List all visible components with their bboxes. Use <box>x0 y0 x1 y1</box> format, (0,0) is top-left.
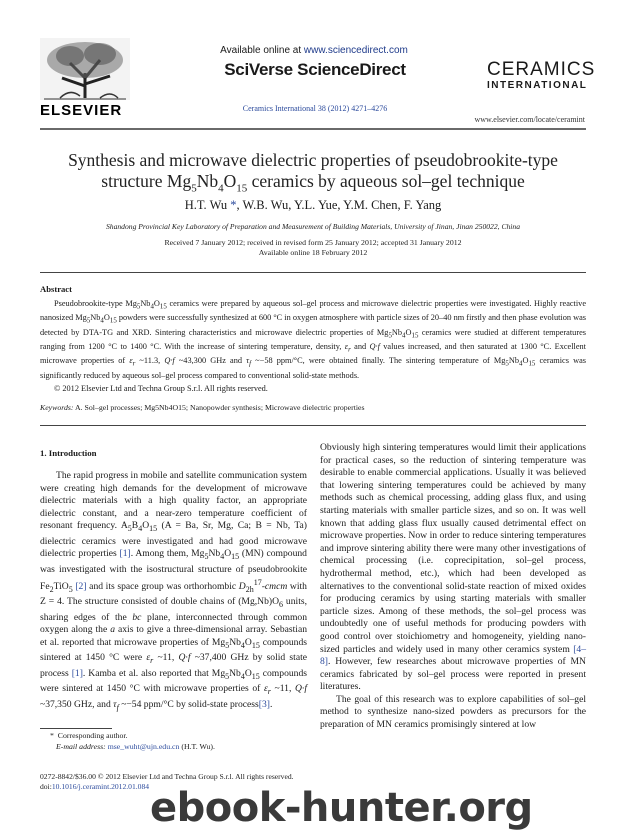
author-list: H.T. Wu *, W.B. Wu, Y.L. Yue, Y.M. Chen, F. Yang <box>184 198 442 212</box>
keywords: Keywords: A. Sol–gel processes; Mg5Nb4O15; Nanopowder synthesis; Microwave dielectric properties <box>40 403 365 412</box>
journal-url-link[interactable]: www.elsevier.com/locate/ceramint <box>474 115 585 124</box>
citation-link[interactable]: [1] <box>71 667 83 679</box>
email-link[interactable]: mse_wuht@ujn.edu.cn <box>107 742 180 751</box>
online-date: Available online 18 February 2012 <box>258 248 368 257</box>
received-dates: Received 7 January 2012; received in revised form 25 January 2012; accepted 31 January 2012 <box>164 238 462 247</box>
doi-link[interactable]: 10.1016/j.ceramint.2012.01.084 <box>51 782 150 791</box>
abstract-body: Pseudobrookite-type $Mg_5Nb_4O_{15}$ ceramics were prepared by aqueous sol–gel process and microwave dielectric properties were investigated. Highly reactive nanosized $Mg_5Nb_4O_{15}$ powders were successfully synthesized at 600 °C in oxygen atmosphere with particle sizes of 20–40 nm firstly and then phase evolution was detected by DTA-TG and XRD. Sintering characteristics and microwave dielectric properties of $Mg_5Nb_4O_{15}$ ceramics were studied at different temperatures ranging from 1200 °C to 1400 °C. With the increase of sintering temperature, density, $\varepsilon_r$ and Q·f values increased, and then saturated at 1300 °C. Excellent microwave properties of $\varepsilon_r$ ~11.3, Q·f ~43,300 GHz and $\tau_f$ ~−58 ppm/°C, were obtained finally. The sintering temperature of $Mg_5Nb_4O_{15}$ ceramics was significantly reduced by aqueous sol–gel process compared to conventional solid-state methods. <box>40 299 587 380</box>
publisher-name: ELSEVIER <box>40 102 123 119</box>
corresponding-star[interactable]: * <box>227 198 237 212</box>
email-note: E-mail address: mse_wuht@ujn.edu.cn (H.T. Wu). <box>56 742 215 751</box>
citation-link[interactable]: [3] <box>258 698 270 710</box>
journal-logo-line1: CERAMICS <box>487 59 596 80</box>
footnote-divider <box>40 728 112 729</box>
right-column-text: Obviously high sintering temperatures would limit their applications for practical cases, so the reduction of sintering temperature was desirable to enable commercial applications. Usually it was believed that lowering sintering temperatures could be achieved by many methods such as chemical processing, adding glass flux, and using starting materials with smaller particle sizes, and so on. It was well known that adding glass flux usually caused detrimental effect on microwave properties. Now in order to reduce sintering temperatures and improve sintering ability there were many other investigations of chemical processing (i.e. coprecipitation, sol–gel process, hydrothermal method, etc.), which had been developed as alternatives to the conventional solid-state reaction of mixed oxides for producing ceramics by using starting materials with smaller particle sizes. Among of these methods, the sol–gel process was undoubtedly one of useful methods for producing powders with good control over stoichiometry and homogeneity, yielding nano-sized particles and widely used in many other ceramics system [4–8]. However, few researches about microwave properties of MN ceramics fabricated by sol–gel process were reported in present literatures. The goal of this research was to explore capabilities of sol–gel method to synthesize nano-sized powders as precursors for the preparation of MN ceramics promisingly sintered at low <box>320 442 586 731</box>
left-column-text: The rapid progress in mobile and satellite communication system were creating high demands for the development of microwave dielectric materials with a high quality factor, an appropriate dielectric constant, and a near-zero temperature coefficient of resonant frequency. $A_5B_4O_{15}$ (A = Ba, Sr, Mg, Ca; B = Nb, Ta) dielectric ceramics were investigated and had good microwave dielectric properties [1]. Among them, $Mg_5Nb_4O_{15}$ (MN) compound was investigated with the isostructural structure of pseudobrookite $Fe_2TiO_5$ [2] and its space group was orthorhombic $D_{2h}^{17}$-cmcm with Z = 4. The structure consisted of double chains of $(Mg,Nb)O_6$ units, sharing edges of the bc plane, interconnected through common oxygen along the a axis to give a three-dimensional array. Sebastian et al. reported that microwave properties of $Mg_5Nb_4O_{15}$ compounds sintered at 1450 °C were $\varepsilon_r$ ~11, Q·f ~37,400 GHz by solid state process [1]. Kamba et al. also reported that $Mg_5Nb_4O_{15}$ compounds were sintered at 1450 °C with microwave properties of $\varepsilon_r$ ~11, Q·f ~37,350 GHz, and $\tau_f$ ~−54 ppm/°C by solid-state process[3]. <box>40 470 308 712</box>
article-title: Synthesis and microwave dielectric properties of pseudobrookite-type structure $Mg_5Nb_4O_{15}$ ceramics by aqueous sol–gel technique <box>68 150 558 195</box>
copyright-line: © 2012 Elsevier Ltd and Techna Group S.r.l. All rights reserved. <box>54 384 268 393</box>
header-divider <box>40 128 586 130</box>
doi-line: doi:10.1016/j.ceramint.2012.01.084 <box>40 782 150 791</box>
platform-name: SciVerse ScienceDirect <box>224 60 406 79</box>
available-online: Available online at www.sciencedirect.com <box>220 45 408 56</box>
corresponding-author-note: * Corresponding author. <box>50 731 128 740</box>
abstract-divider <box>40 425 586 426</box>
affiliation: Shandong Provincial Key Laboratory of Preparation and Measurement of Building Materials, University of Jinan, Jinan 250022, China <box>105 222 521 231</box>
abstract-heading: Abstract <box>40 284 72 294</box>
sciencedirect-link[interactable]: www.sciencedirect.com <box>303 45 408 56</box>
journal-logo <box>487 59 596 93</box>
journal-reference[interactable]: Ceramics International 38 (2012) 4271–4276 <box>242 104 388 113</box>
citation-link[interactable]: [2] <box>75 580 87 592</box>
citation-link[interactable]: [4–8] <box>320 643 586 668</box>
citation-link[interactable]: [1] <box>119 548 131 560</box>
issn-line: 0272-8842/$36.00 © 2012 Elsevier Ltd and Techna Group S.r.l. All rights reserved. <box>40 772 294 781</box>
watermark: ebook-hunter.org <box>150 785 533 831</box>
section-heading-introduction: 1. Introduction <box>40 448 97 458</box>
title-divider <box>40 272 586 273</box>
journal-logo-line2: INTERNATIONAL <box>487 80 588 91</box>
